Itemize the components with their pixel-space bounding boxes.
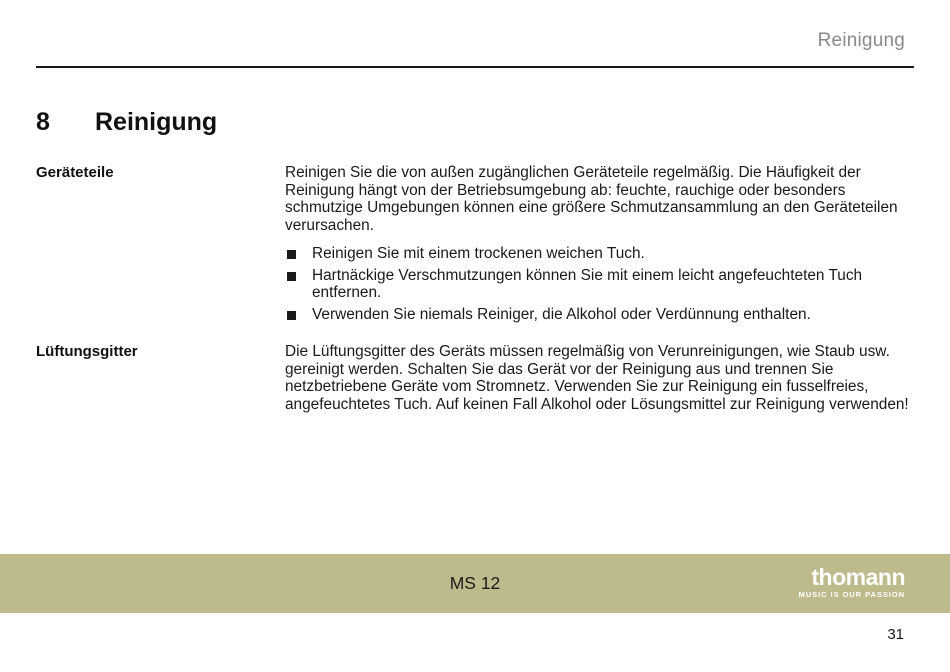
list-item — [285, 306, 917, 324]
list-item-text: Reinigen Sie mit einem trockenen weichen Tuch. — [312, 245, 645, 262]
page-number: 31 — [887, 626, 904, 643]
brand-slogan: MUSIC IS OUR PASSION — [798, 590, 905, 599]
bullet-square-icon — [287, 311, 296, 320]
section-label-geraeteteile: Geräteteile — [36, 164, 114, 181]
header-rule — [36, 66, 914, 68]
chapter-heading — [36, 108, 217, 137]
bullet-square-icon — [287, 272, 296, 281]
bullet-square-icon — [287, 250, 296, 259]
brand-name: thomann — [811, 564, 905, 590]
model-name: MS 12 — [449, 573, 501, 593]
list-item-text: Verwenden Sie niemals Reiniger, die Alkohol oder Verdünnung enthalten. — [312, 305, 811, 323]
bullet-list — [285, 245, 917, 323]
running-header: Reinigung — [817, 30, 905, 51]
section-paragraph: Die Lüftungsgitter des Geräts müssen regelmäßig von Verunreinigungen, wie Staub usw. gereinigt werden. Schalten Sie das Gerät vor der Reinigung aus und trennen Sie netzbetriebene Geräte vom Stromnetz. Verwenden Sie zur Reinigung ein fusselfreies, angefeuchtetes Tuch. Auf keinen Fall Alkohol oder Lösungsmittel zur Reinigung verwenden! — [285, 343, 909, 413]
chapter-number: 8 — [36, 108, 50, 136]
list-item-text: Hartnäckige Verschmutzungen können Sie mit einem leicht angefeuchteten Tuch entfernen. — [312, 266, 863, 301]
section-body-lueftungsgitter — [285, 343, 917, 413]
list-item — [285, 245, 917, 263]
section-body-geraeteteile — [285, 164, 917, 327]
section-label-lueftungsgitter: Lüftungsgitter — [36, 343, 138, 360]
section-paragraph: Reinigen Sie die von außen zugänglichen Geräteteile regelmäßig. Die Häufigkeit der Reinigung hängt von der Betriebsumgebung ab: feuchte, rauchige oder besonders schmutzige Umgebungen können eine größere Schmutzansammlung an den Geräteteilen verursachen. — [285, 164, 898, 234]
chapter-title: Reinigung — [95, 108, 218, 136]
list-item — [285, 267, 917, 302]
footer-band — [0, 554, 950, 613]
brand-logo — [799, 566, 905, 599]
